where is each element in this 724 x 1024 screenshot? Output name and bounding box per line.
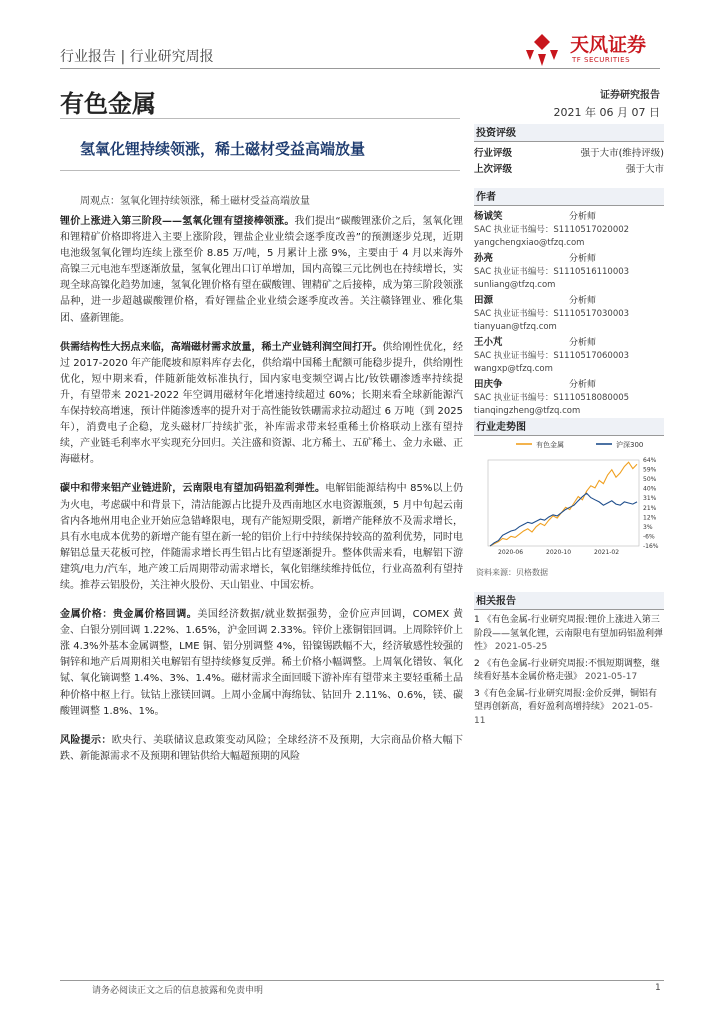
- brand-name-cn: 天风证券: [570, 34, 647, 56]
- author-role: 分析师: [569, 380, 597, 390]
- paragraph-text: 供给刚性优化，经过 2017-2020 年产能爬坡和原料库存去化，供给端中国稀土配额可能稳步提升，供给刚性优化，短中期来看，伴随新能效标准执行，国内家电变频空调占比/钕铁硼渗透率持续提升，有望带来 2021-2022 年空调用磁材年化增速持续超过 60%；长期来看全球新能源汽车保持较高增速，预计伴随渗透率的提升对于高性能钕铁硼需求拉动超过 6 万吨（到 2025 年），消费电子企稳，龙头磁材厂持续扩张，补库需求带来轻重稀土价格联动上涨有望持续，产业链毛利率水平实现充分回归。关注盛和资源、北方稀土、五矿稀土、金力永磁、正海磁材。: [60, 341, 464, 466]
- rating-section: [474, 124, 664, 178]
- chart-frame: [488, 460, 639, 546]
- industry-trend-chart: [474, 434, 664, 564]
- author-role: 分析师: [569, 212, 597, 222]
- chart-source: 资料来源：贝格数据: [476, 568, 548, 577]
- report-kind: 证券研究报告: [600, 90, 660, 101]
- paragraph-lead: 锂价上涨进入第三阶段——氢氧化锂有望接棒领涨。: [60, 216, 295, 227]
- author-email[interactable]: yangchengxiao@tfzq.com: [474, 238, 585, 248]
- series-line: [490, 493, 637, 546]
- rating-section-title: 投资评级: [474, 124, 664, 142]
- paragraph: [60, 340, 463, 469]
- rating-key: 上次评级: [474, 164, 513, 175]
- related-item-text[interactable]: 3《有色金属-行业研究周报:金价反弹，铜铝有望再创新高，看好盈利高增持续》: [474, 688, 658, 712]
- paragraph: [60, 214, 463, 327]
- author-entry: [474, 378, 664, 418]
- y-tick-label: -6%: [643, 533, 655, 541]
- brand-logo-icon: [520, 30, 564, 68]
- y-tick-label: 50%: [643, 476, 657, 484]
- x-tick-label: 2020-10: [546, 549, 572, 556]
- rating-value: 强于大市(维持评级): [580, 148, 664, 159]
- rating-value: 强于大市: [625, 164, 664, 175]
- author-name: 田源: [474, 295, 494, 306]
- authors-section-title: 作者: [474, 188, 664, 206]
- author-cert: SAC 执业证书编号：S1110517030003: [474, 309, 630, 319]
- paragraph-lead: 风险提示：: [60, 734, 112, 746]
- author-cert: SAC 执业证书编号：S1110517020002: [474, 225, 630, 235]
- summary-line: 周观点：氢氧化锂持续领涨，稀土磁材受益高端放量: [80, 196, 310, 207]
- y-tick-label: -16%: [643, 543, 659, 550]
- author-email[interactable]: tianqingzheng@tfzq.com: [474, 406, 581, 416]
- legend-label: 有色金属: [536, 441, 564, 449]
- related-item-date: 2021-05-17: [584, 672, 638, 682]
- legend-label: 沪深300: [616, 441, 644, 449]
- paragraph-lead: 金属价格：贵金属价格回调。: [60, 609, 198, 621]
- author-entry: [474, 210, 664, 250]
- paragraph: [60, 481, 463, 594]
- report-type: 行业报告 | 行业研究周报: [60, 49, 214, 65]
- author-cert: SAC 执业证书编号：S1110517060003: [474, 351, 630, 361]
- footer-disclaimer[interactable]: 请务必阅读正文之后的信息披露和免责申明: [92, 986, 264, 996]
- paragraph-text: 欧央行、美联储议息政策变动风险；全球经济不及预期，大宗商品价格大幅下跌、新能源需求不及预期和锂钴供给大幅超预期的风险: [60, 734, 464, 762]
- author-cert: SAC 执业证书编号：S1110518080005: [474, 393, 630, 403]
- y-tick-label: 21%: [643, 504, 657, 512]
- author-role: 分析师: [569, 254, 597, 264]
- paragraph-text: 美国经济数据/就业数据强势，金价应声回调，COMEX 黄金、白银分别回调 1.22%、1.65%，沪金回调 2.33%。锌价上涨铜铝回调。上周除锌价上涨 4.3%外基本金属调整，LME 铜、铝分别调整 4%，铅镍锡跌幅不大，经济敏感性较强的铜锌和地产后周期相关电解铝有望持续修复反弹。稀土价格小幅调整。上周氧化镨钕、氧化铽、氧化镝调整 1.4%、3%、1.4%。磁材需求全面回暖下游补库有望带来主要轻重稀土品种价格中枢上行。钛钴上涨镁回调。上周小金属中海绵钛、钴回升 2.11%、0.6%，镁、碳酸锂调整 1.8%、1%。: [60, 609, 464, 717]
- x-tick-label: 2020-06: [498, 549, 524, 556]
- related-item[interactable]: [474, 658, 664, 685]
- author-role: 分析师: [569, 338, 597, 348]
- footer-divider: [60, 980, 664, 981]
- author-name: 王小芃: [474, 337, 503, 348]
- author-email[interactable]: sunliang@tfzq.com: [474, 280, 556, 290]
- rating-row: [474, 146, 664, 162]
- paragraph-text: 我们提出“碳酸锂涨价之后，氢氧化锂和锂精矿价格即将进入主要上涨阶段，锂盐企业业绩会逐季度改善”的预测逐步兑现，近期电池级氢氧化锂均连续上涨至价 8.85 万/吨，5 月累计上涨 9%，主要由于 4 月以来海外高镍三元电池车型逐渐放量，氢氧化锂出口订单增加，国内高镍三元比例也在持续增长，实现全球高镍化趋势加速，氢氧化锂价格有望在碳酸锂、锂精矿之后接棒，成为第三阶段领涨品种，进一步超越碳酸锂价格，看好锂盐企业业绩会逐季度改善。关注赣锋锂业、雅化集团、盛新锂能。: [60, 216, 464, 324]
- title-top-rule: [60, 118, 460, 119]
- rating-row: [474, 162, 664, 178]
- related-item-text[interactable]: 1 《有色金属-行业研究周报:锂价上涨进入第三阶段——氢氧化锂，云南限电有望加码铝盈利弹性》: [474, 615, 664, 652]
- related-item[interactable]: [474, 614, 664, 655]
- body-text: [60, 214, 463, 778]
- brand-name-en: TF SECURITIES: [572, 56, 631, 64]
- related-section-title: 相关报告: [474, 592, 664, 610]
- related-section: [474, 592, 664, 731]
- page-number: 1: [655, 983, 661, 993]
- author-name: 田庆争: [474, 379, 503, 390]
- report-title: 氢氧化锂持续领涨，稀土磁材受益高端放量: [80, 140, 366, 158]
- brand-logo: [520, 24, 670, 72]
- author-email[interactable]: tianyuan@tfzq.com: [474, 322, 557, 332]
- author-name: 杨诚笑: [474, 211, 503, 222]
- y-tick-label: 12%: [643, 514, 657, 522]
- related-item[interactable]: [474, 688, 664, 729]
- author-role: 分析师: [569, 296, 597, 306]
- y-tick-label: 3%: [643, 523, 653, 531]
- paragraph: [60, 607, 463, 720]
- related-item-date: 2021-05-25: [494, 642, 548, 652]
- author-email[interactable]: wangxp@tfzq.com: [474, 364, 553, 374]
- sector-title: 有色金属: [60, 90, 156, 118]
- related-item-date: 2021-05-11: [474, 702, 653, 726]
- chart-section-title: 行业走势图: [474, 418, 664, 436]
- series-line: [490, 462, 637, 546]
- related-item-text[interactable]: 2 《有色金属-行业研究周报:不惧短期调整，继续看好基本金属价格走强》: [474, 658, 660, 682]
- paragraph-text: 电解铝能源结构中 85%以上仍为火电，考虑碳中和背景下，清洁能源占比提升及西南地区水电资源瓶颈，5 月中旬起云南省内各地州用电企业开始应急错峰限电，现有产能短期受限，新增产能释放不及需求增长，具有水电成本优势的新增产能有望在新一轮的铝价上行中持续保持较高的盈利优势，同时电解铝总量天花板可控，伴随需求增长再生铝占比有望逐渐提升。整体供需来看，电解铝下游建筑/电力/汽车，地产竣工后周期带动需求增长，氧化铝继续维持低位，行业高盈利有望持续。推荐云铝股份，关注神火股份、天山铝业、中国宏桥。: [60, 483, 464, 591]
- y-tick-label: 59%: [643, 466, 657, 474]
- y-tick-label: 64%: [643, 457, 657, 464]
- author-name: 孙亮: [474, 253, 494, 264]
- author-entry: [474, 252, 664, 292]
- author-entry: [474, 336, 664, 376]
- paragraph-lead: 碳中和带来铝产业链进阶，云南限电有望加码铝盈利弹性。: [60, 483, 326, 495]
- y-tick-label: 40%: [643, 485, 657, 493]
- paragraph: [60, 733, 463, 765]
- author-entry: [474, 294, 664, 334]
- paragraph-lead: 供需结构性大拐点来临，高端磁材需求放量，稀土产业链利润空间打开。: [60, 341, 383, 353]
- title-bottom-rule: [60, 170, 460, 171]
- report-date: 2021 年 06 月 07 日: [553, 106, 660, 119]
- author-cert: SAC 执业证书编号：S1110516110003: [474, 267, 630, 277]
- authors-section: [474, 188, 664, 420]
- rating-key: 行业评级: [474, 148, 513, 159]
- y-tick-label: 31%: [643, 495, 657, 503]
- related-list: [474, 614, 664, 728]
- x-tick-label: 2021-02: [594, 549, 620, 556]
